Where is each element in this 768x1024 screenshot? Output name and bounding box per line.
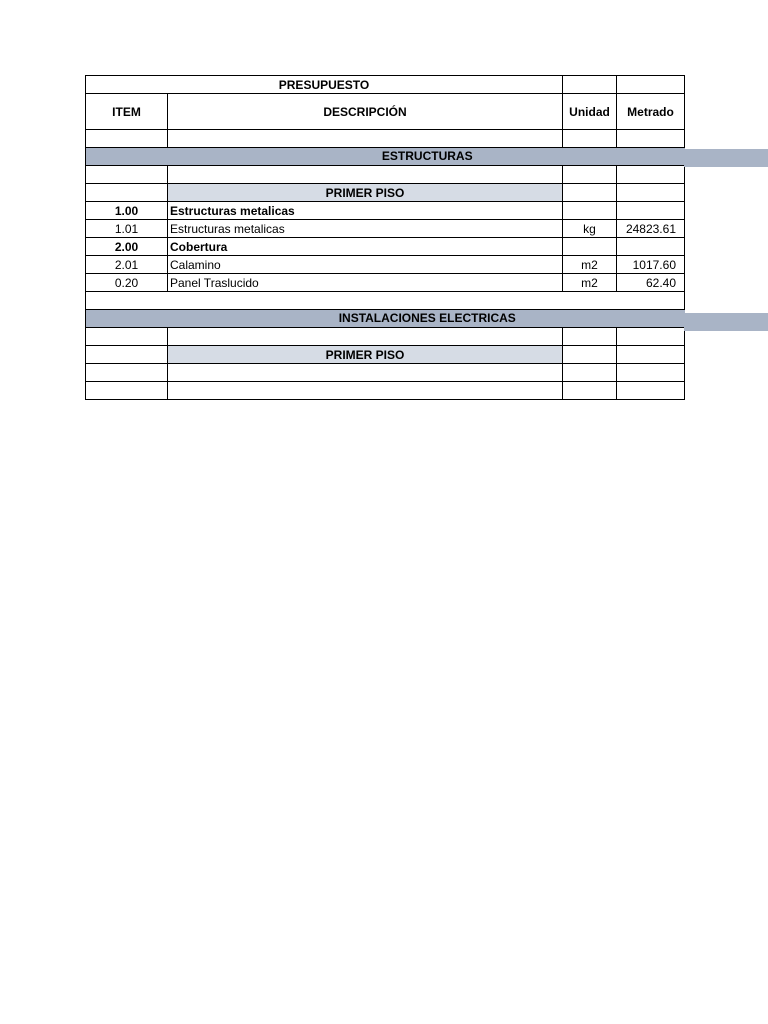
cell[interactable] [563, 346, 617, 364]
cell[interactable] [563, 382, 617, 400]
cell[interactable] [617, 76, 685, 94]
header-quantity[interactable]: Metrado [617, 94, 685, 130]
cell[interactable] [617, 364, 685, 382]
blank-row [86, 166, 685, 184]
cell[interactable] [617, 166, 685, 184]
quantity-cell[interactable]: 1017.60 [617, 256, 685, 274]
budget-sheet [85, 75, 768, 400]
subsection-row [86, 346, 685, 364]
unit-cell[interactable] [563, 202, 617, 220]
budget-table [85, 75, 685, 400]
cell[interactable] [86, 184, 168, 202]
quantity-cell[interactable] [617, 202, 685, 220]
table-row [86, 202, 685, 220]
cell[interactable] [168, 166, 563, 184]
blank-row [86, 292, 685, 310]
cell[interactable] [86, 292, 685, 310]
blank-row [86, 364, 685, 382]
description-cell[interactable]: Calamino [168, 256, 563, 274]
item-cell[interactable]: 2.01 [86, 256, 168, 274]
item-cell[interactable]: 2.00 [86, 238, 168, 256]
cell[interactable] [86, 130, 168, 148]
quantity-cell[interactable]: 62.40 [617, 274, 685, 292]
description-cell[interactable]: Estructuras metalicas [168, 202, 563, 220]
cell[interactable] [563, 130, 617, 148]
section-header-instalaciones[interactable] [86, 310, 685, 328]
item-cell[interactable]: 0.20 [86, 274, 168, 292]
section-header-row [86, 310, 685, 328]
budget-title[interactable]: PRESUPUESTO [86, 76, 563, 94]
section-label: ESTRUCTURAS [381, 149, 473, 163]
quantity-cell[interactable] [617, 238, 685, 256]
cell[interactable] [563, 76, 617, 94]
table-row [86, 274, 685, 292]
cell[interactable] [86, 328, 168, 346]
table-row [86, 238, 685, 256]
section-label: INSTALACIONES ELECTRICAS [338, 311, 516, 325]
cell[interactable] [86, 166, 168, 184]
cell[interactable] [563, 184, 617, 202]
cell[interactable] [86, 364, 168, 382]
blank-row [86, 382, 685, 400]
cell[interactable] [86, 382, 168, 400]
subsection-row [86, 184, 685, 202]
blank-row [86, 130, 685, 148]
cell[interactable] [563, 166, 617, 184]
unit-cell[interactable]: m2 [563, 256, 617, 274]
cell[interactable] [563, 328, 617, 346]
table-row [86, 256, 685, 274]
title-row [86, 76, 685, 94]
cell[interactable] [617, 184, 685, 202]
quantity-cell[interactable]: 24823.61 [617, 220, 685, 238]
cell[interactable] [617, 382, 685, 400]
cell[interactable] [168, 364, 563, 382]
header-item[interactable]: ITEM [86, 94, 168, 130]
item-cell[interactable]: 1.00 [86, 202, 168, 220]
header-row [86, 94, 685, 130]
cell[interactable] [617, 328, 685, 346]
unit-cell[interactable]: kg [563, 220, 617, 238]
unit-cell[interactable] [563, 238, 617, 256]
description-cell[interactable]: Estructuras metalicas [168, 220, 563, 238]
cell[interactable] [168, 130, 563, 148]
cell[interactable] [168, 382, 563, 400]
cell[interactable] [563, 364, 617, 382]
section-header-row [86, 148, 685, 166]
table-row [86, 220, 685, 238]
header-description[interactable]: DESCRIPCIÓN [168, 94, 563, 130]
cell[interactable] [617, 130, 685, 148]
description-cell[interactable]: Panel Traslucido [168, 274, 563, 292]
item-cell[interactable]: 1.01 [86, 220, 168, 238]
unit-cell[interactable]: m2 [563, 274, 617, 292]
description-cell[interactable]: Cobertura [168, 238, 563, 256]
cell[interactable] [617, 346, 685, 364]
section-header-estructuras[interactable] [86, 148, 685, 166]
blank-row [86, 328, 685, 346]
header-unit[interactable]: Unidad [563, 94, 617, 130]
cell[interactable] [168, 328, 563, 346]
subsection-label[interactable]: PRIMER PISO [168, 346, 563, 364]
cell[interactable] [86, 346, 168, 364]
subsection-label[interactable]: PRIMER PISO [168, 184, 563, 202]
